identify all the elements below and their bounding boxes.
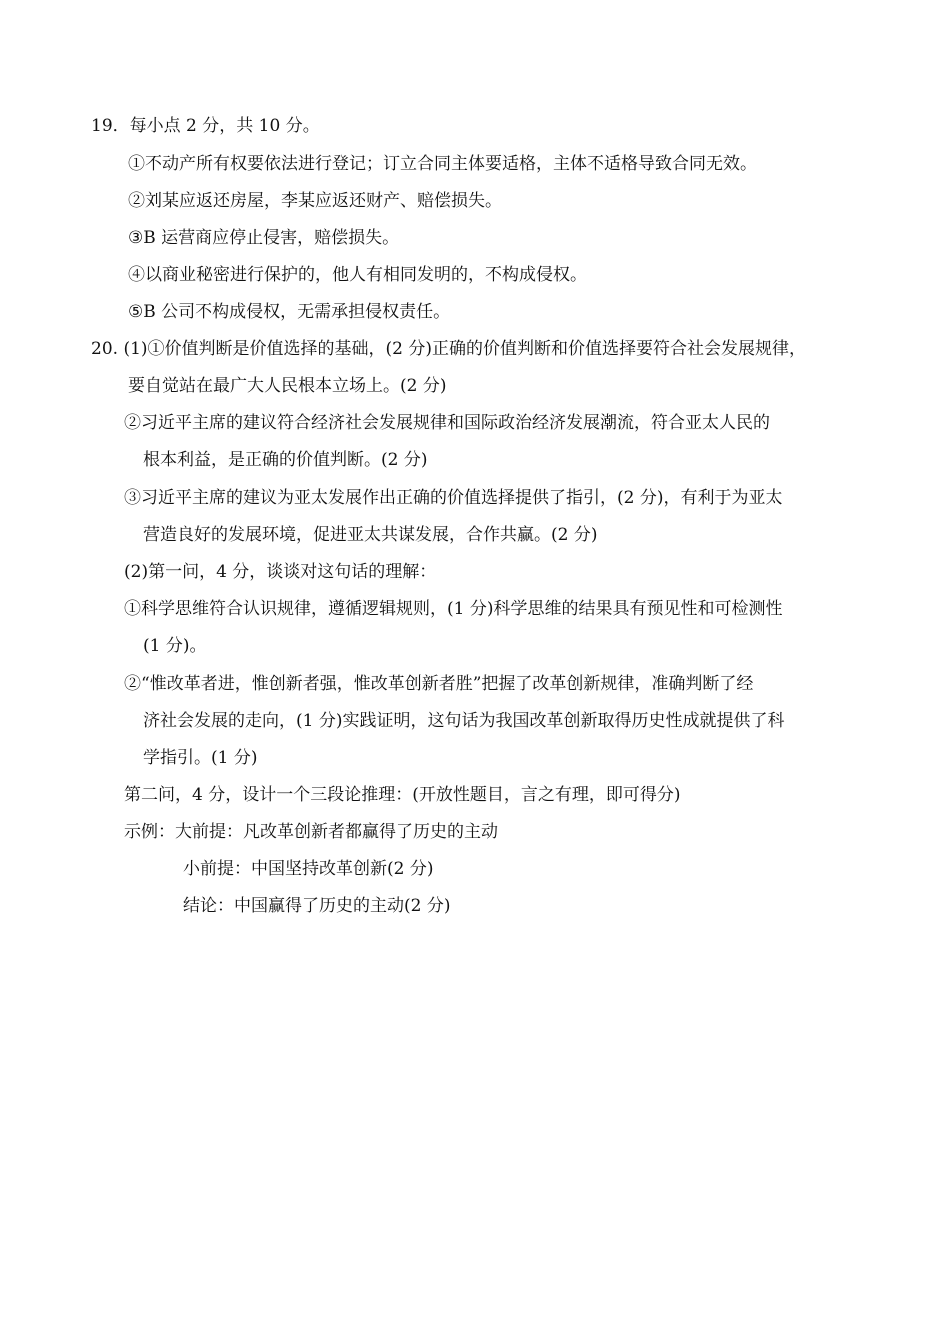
q19-heading: 19．每小点 2 分，共 10 分。 [91,116,320,136]
q19-point-2: ②刘某应返还房屋，李某应返还财产、赔偿损失。 [128,191,502,211]
example-minor-premise: 小前提：中国坚持改革创新(2 分) [183,859,434,879]
q19-point-5: ⑤B 公司不构成侵权，无需承担侵权责任。 [128,302,451,322]
q19-point-1: ①不动产所有权要依法进行登记；订立合同主体要适格，主体不适格导致合同无效。 [128,154,757,174]
q19-point-4: ④以商业秘密进行保护的，他人有相同发明的，不构成侵权。 [128,265,587,285]
q20-part1-point1-line1: 20. (1)①价值判断是价值选择的基础，(2 分)正确的价值判断和价值选择要符合社会发展规律， [91,339,807,359]
q20-part2-point2-line2: 济社会发展的走向，(1 分)实践证明，这句话为我国改革创新取得历史性成就提供了科 [143,711,785,731]
q20-part2-point1-line2: (1 分)。 [143,636,207,656]
q20-part2-intro: (2)第一问，4 分，谈谈对这句话的理解： [124,562,437,582]
q20-part1-point2-line2: 根本利益，是正确的价值判断。(2 分) [143,450,428,470]
q20-part1-point3-line2: 营造良好的发展环境，促进亚太共谋发展，合作共赢。(2 分) [143,525,598,545]
q20-part2-point1-line1: ①科学思维符合认识规律，遵循逻辑规则，(1 分)科学思维的结果具有预见性和可检测性 [124,599,783,619]
example-major-premise: 示例：大前提：凡改革创新者都赢得了历史的主动 [124,822,498,842]
q19-point-3: ③B 运营商应停止侵害，赔偿损失。 [128,228,400,248]
q20-part1-point2-line1: ②习近平主席的建议符合经济社会发展规律和国际政治经济发展潮流，符合亚太人民的 [124,413,770,433]
q20-part2-point2-line3: 学指引。(1 分) [143,748,258,768]
q20-part1-point1-line2: 要自觉站在最广大人民根本立场上。(2 分) [128,376,447,396]
q20-part2-second-question: 第二问，4 分，设计一个三段论推理：(开放性题目，言之有理，即可得分) [124,785,681,805]
q20-part1-point3-line1: ③习近平主席的建议为亚太发展作出正确的价值选择提供了指引，(2 分)，有利于为亚太 [124,488,783,508]
example-conclusion: 结论：中国赢得了历史的主动(2 分) [183,896,451,916]
q20-part2-point2-line1: ②“惟改革者进，惟创新者强，惟改革创新者胜”把握了改革创新规律，准确判断了经 [124,674,754,694]
